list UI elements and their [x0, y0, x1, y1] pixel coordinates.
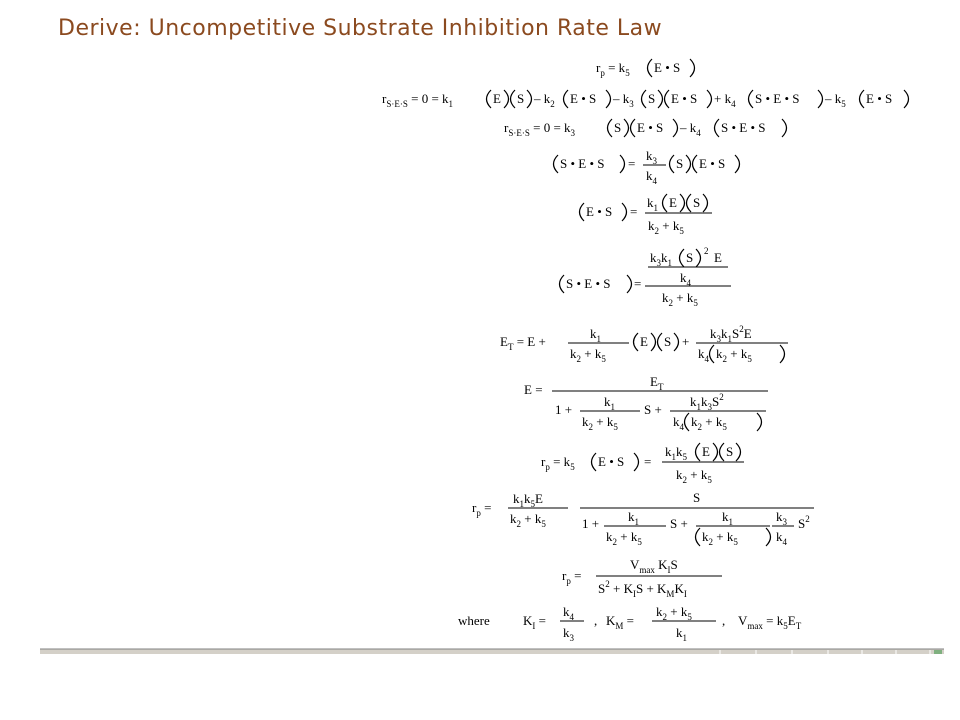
svg-text:rp = k5: $r_p = k_5$: [596, 60, 630, 78]
svg-text:E: E: [493, 91, 501, 106]
svg-text:S • E • S: S • E • S: [755, 91, 800, 106]
svg-text:k4: $k_4$: [563, 604, 574, 622]
svg-text:S2 + KIS + KMKI: $S^2 + K_IS + K_MK_I$: [598, 579, 687, 599]
svg-text:E: E: [714, 250, 722, 265]
svg-text:k2 + k5: $k_2 + k_5$: [702, 529, 738, 547]
svg-text:S: S: [676, 156, 684, 171]
svg-text:E: E: [640, 334, 648, 349]
svg-text:k2 + k5: $k_2 + k_5$: [510, 511, 546, 529]
svg-text:E: E: [702, 444, 710, 459]
svg-text:=: =: [630, 204, 638, 219]
equation-rate-product: [596, 59, 695, 78]
svg-text:KM =: $K_M$ =: [606, 613, 634, 631]
equation-free-enzyme: [524, 374, 768, 432]
svg-text:k3: $k_3$: [776, 509, 787, 527]
svg-text:k4: $k_4$: [646, 168, 657, 186]
svg-text:k1: $k_1$: [604, 394, 615, 412]
svg-text:1 +: 1 +: [555, 402, 573, 417]
svg-text:S: S: [517, 91, 525, 106]
equation-rate-ses-intermediate: [504, 119, 787, 138]
svg-text:+ k4: + $k_4$: [714, 91, 736, 109]
svg-text:k2 + k5: $k_2 + k_5$: [691, 414, 727, 432]
equation-parameter-definitions: [458, 604, 802, 643]
svg-text:S: S: [693, 490, 701, 505]
svg-text:S: S: [726, 444, 734, 459]
svg-text:=: =: [644, 454, 652, 469]
svg-text:S: S: [693, 195, 701, 210]
svg-text:k1: $k_1$: [590, 326, 601, 344]
svg-text:E • S: E • S: [866, 91, 893, 106]
svg-text:2: 2: [704, 246, 709, 256]
svg-text:k4: $k_4$: [680, 270, 691, 288]
equation-es-concentration: [580, 194, 713, 236]
svg-text:k2 + k5: $k_2 + k_5$: [676, 467, 712, 485]
svg-text:k3k1: $k_3k_1$: [650, 250, 672, 268]
equation-rate-es-intermediate: [382, 90, 909, 109]
svg-text:k1k5: $k_1k_5$: [665, 444, 687, 462]
svg-text:S • E • S: S • E • S: [721, 120, 766, 135]
svg-text:S • E • S: S • E • S: [566, 276, 611, 291]
svg-text:– k2: – $k_2$: [534, 91, 555, 109]
svg-text:k2 + k5: $k_2 + k_5$: [570, 346, 606, 364]
svg-text:E • S: E • S: [586, 204, 613, 219]
svg-text:=: =: [628, 156, 636, 171]
svg-text:Vmax KIS: $V_{max}$ $K_IS$: [630, 557, 678, 575]
svg-text:S +: S +: [670, 516, 688, 531]
svg-text:k1k5E: $k_1k_5E$: [513, 491, 543, 509]
svg-text:k2 + k5: $k_2 + k_5$: [716, 346, 752, 364]
svg-text:rp =: $r_p$ =: [562, 568, 582, 586]
svg-text:E • S: E • S: [699, 156, 726, 171]
svg-text:E: E: [669, 195, 677, 210]
svg-text:S: S: [664, 334, 672, 349]
svg-text:k1: $k_1$: [676, 625, 687, 643]
svg-text:E • S: E • S: [598, 454, 625, 469]
equation-rate-law-final: [562, 557, 722, 599]
svg-text:S • E • S: S • E • S: [560, 156, 605, 171]
svg-text:S2: $S^2$: [798, 514, 810, 531]
svg-text:E • S: E • S: [570, 91, 597, 106]
svg-text:k3k1S2E: $k_3k_1S^2E$: [710, 324, 752, 344]
svg-text:S: S: [686, 250, 694, 265]
scrollbar-grip-icon: [934, 650, 942, 654]
svg-text:1 +: 1 +: [582, 516, 600, 531]
bottom-scrollbar: [40, 648, 944, 658]
svg-text:,: ,: [722, 613, 726, 628]
svg-text:Vmax = k5ET: $V_{max} = k_5E_T$: [738, 613, 802, 631]
svg-text:k4: $k_4$: [673, 414, 684, 432]
equation-ses-from-es: [554, 148, 740, 186]
svg-text:where: where: [458, 613, 490, 628]
svg-text:k2 + k5: $k_2 + k_5$: [662, 290, 698, 308]
equation-rate-product-substituted: [472, 490, 814, 547]
svg-text:,: ,: [594, 613, 598, 628]
equation-total-enzyme-balance: [500, 324, 788, 364]
svg-text:S +: S +: [644, 402, 662, 417]
svg-text:S: S: [648, 91, 656, 106]
svg-text:k2 + k5: $k_2 + k_5$: [656, 604, 692, 622]
svg-text:– k5: – $k_5$: [825, 91, 846, 109]
svg-text:– k3: – $k_3$: [613, 91, 634, 109]
svg-text:S: S: [614, 120, 622, 135]
svg-text:rS·E·S = 0 = k3: $r_{S\cdot E\cdot S} = 0 = k_3$: [504, 120, 576, 138]
svg-text:E • S: E • S: [637, 120, 664, 135]
slide-title: Derive: Uncompetitive Substrate Inhibition Rate Law: [58, 16, 663, 41]
svg-text:k3: $k_3$: [646, 148, 657, 166]
svg-text:rp = k5: $r_p = k_5$: [541, 454, 575, 472]
svg-text:k2 + k5: $k_2 + k_5$: [606, 529, 642, 547]
svg-text:k1: $k_1$: [647, 195, 658, 213]
svg-text:E • S: E • S: [654, 60, 681, 75]
svg-text:rS·E·S = 0 = k1: $r_{S\cdot E\cdot S} = 0 = k_1$: [382, 91, 454, 109]
svg-text:E =: E =: [524, 382, 543, 397]
svg-text:ET = E +: $E_T = E$ +: [500, 334, 546, 352]
svg-text:k2 + k5: $k_2 + k_5$: [648, 218, 684, 236]
svg-text:ET: $E_T$: [650, 374, 664, 392]
svg-text:k1k3S2: $k_1k_3S^2$: [690, 392, 724, 412]
svg-text:k3: $k_3$: [563, 625, 574, 643]
svg-text:=: =: [634, 276, 642, 291]
svg-text:k2 + k5: $k_2 + k_5$: [582, 414, 618, 432]
svg-text:k4: $k_4$: [776, 529, 787, 547]
svg-text:k1: $k_1$: [722, 509, 733, 527]
equation-rate-product-expanded: [541, 443, 744, 485]
svg-text:k1: $k_1$: [628, 509, 639, 527]
svg-text:– k4: – $k_4$: [680, 120, 701, 138]
svg-text:E • S: E • S: [671, 91, 698, 106]
svg-text:KI =: $K_I$ =: [523, 613, 546, 631]
svg-text:+: +: [682, 334, 690, 349]
equation-ses-concentration: [560, 246, 732, 308]
svg-text:rp =: $r_p$ =: [472, 500, 492, 518]
svg-text:k4: $k_4$: [698, 346, 709, 364]
